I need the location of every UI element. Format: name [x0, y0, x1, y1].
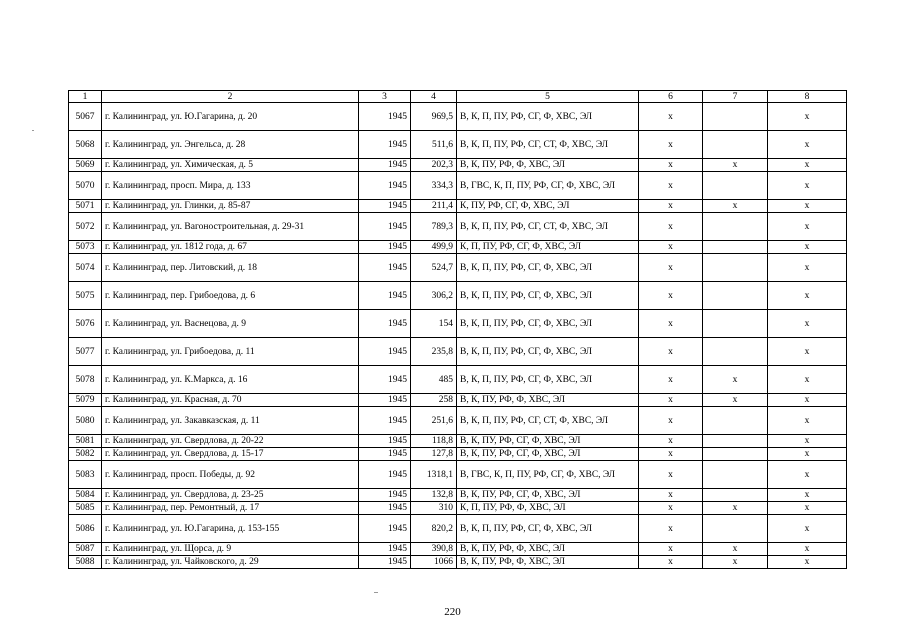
systems-cell: В, К, ПУ, РФ, Ф, ХВС, ЭЛ: [457, 159, 639, 172]
col6-mark-cell: х: [639, 394, 703, 407]
systems-cell: В, К, П, ПУ, РФ, СГ, Ф, ХВС, ЭЛ: [457, 310, 639, 338]
systems-cell: В, К, П, ПУ, РФ, СГ, Ф, ХВС, ЭЛ: [457, 103, 639, 131]
address-cell: г. Калининград, ул. Грибоедова, д. 11: [102, 338, 359, 366]
row-number-cell: 5081: [69, 435, 102, 448]
table-row: [69, 338, 847, 366]
area-cell: 390,8: [411, 543, 457, 556]
col8-mark-cell: х: [768, 282, 847, 310]
col8-mark-cell: х: [768, 448, 847, 461]
systems-cell: К, П, ПУ, РФ, СГ, Ф, ХВС, ЭЛ: [457, 241, 639, 254]
area-cell: 310: [411, 502, 457, 515]
area-cell: 820,2: [411, 515, 457, 543]
year-cell: 1945: [359, 435, 411, 448]
year-cell: 1945: [359, 448, 411, 461]
area-cell: 127,8: [411, 448, 457, 461]
scan-mark: [374, 592, 378, 593]
col8-mark-cell: х: [768, 394, 847, 407]
year-cell: 1945: [359, 282, 411, 310]
col7-mark-cell: [703, 515, 768, 543]
column-header-2: 2: [102, 91, 359, 103]
row-number-cell: 5083: [69, 461, 102, 489]
area-cell: 524,7: [411, 254, 457, 282]
table-row: [69, 200, 847, 213]
col7-mark-cell: [703, 338, 768, 366]
area-cell: 118,8: [411, 435, 457, 448]
systems-cell: В, К, П, ПУ, РФ, СГ, Ф, ХВС, ЭЛ: [457, 515, 639, 543]
address-cell: г. Калининград, ул. Щорса, д. 9: [102, 543, 359, 556]
col6-mark-cell: х: [639, 461, 703, 489]
year-cell: 1945: [359, 338, 411, 366]
year-cell: 1945: [359, 103, 411, 131]
row-number-cell: 5072: [69, 213, 102, 241]
year-cell: 1945: [359, 543, 411, 556]
area-cell: 132,8: [411, 489, 457, 502]
col6-mark-cell: х: [639, 254, 703, 282]
col8-mark-cell: х: [768, 515, 847, 543]
col8-mark-cell: х: [768, 338, 847, 366]
table-row: [69, 172, 847, 200]
systems-cell: В, К, ПУ, РФ, СГ, Ф, ХВС, ЭЛ: [457, 435, 639, 448]
table-row: [69, 310, 847, 338]
area-cell: 202,3: [411, 159, 457, 172]
table-row: [69, 489, 847, 502]
address-cell: г. Калининград, ул. Закавказская, д. 11: [102, 407, 359, 435]
systems-cell: В, К, ПУ, РФ, Ф, ХВС, ЭЛ: [457, 543, 639, 556]
area-cell: 334,3: [411, 172, 457, 200]
col8-mark-cell: х: [768, 435, 847, 448]
col6-mark-cell: х: [639, 448, 703, 461]
col8-mark-cell: х: [768, 200, 847, 213]
table-row: [69, 407, 847, 435]
table-row: [69, 366, 847, 394]
data-table: [68, 90, 847, 569]
area-cell: 789,3: [411, 213, 457, 241]
systems-cell: В, К, П, ПУ, РФ, СГ, Ф, ХВС, ЭЛ: [457, 338, 639, 366]
table-row: [69, 159, 847, 172]
year-cell: 1945: [359, 131, 411, 159]
year-cell: 1945: [359, 502, 411, 515]
address-cell: г. Калининград, ул. Ю.Гагарина, д. 153-155: [102, 515, 359, 543]
col7-mark-cell: [703, 103, 768, 131]
col6-mark-cell: х: [639, 282, 703, 310]
address-cell: г. Калининград, ул. Энгельса, д. 28: [102, 131, 359, 159]
col7-mark-cell: [703, 310, 768, 338]
area-cell: 1066: [411, 556, 457, 569]
column-header-4: 4: [411, 91, 457, 103]
col8-mark-cell: х: [768, 407, 847, 435]
year-cell: 1945: [359, 461, 411, 489]
row-number-cell: 5068: [69, 131, 102, 159]
table-row: [69, 461, 847, 489]
address-cell: г. Калининград, просп. Победы, д. 92: [102, 461, 359, 489]
address-cell: г. Калининград, ул. Свердлова, д. 15-17: [102, 448, 359, 461]
address-cell: г. Калининград, ул. Свердлова, д. 20-22: [102, 435, 359, 448]
year-cell: 1945: [359, 556, 411, 569]
systems-cell: В, К, ПУ, РФ, Ф, ХВС, ЭЛ: [457, 394, 639, 407]
table-row: [69, 435, 847, 448]
col6-mark-cell: х: [639, 159, 703, 172]
col8-mark-cell: х: [768, 502, 847, 515]
scan-mark: [32, 130, 34, 131]
year-cell: 1945: [359, 254, 411, 282]
area-cell: 258: [411, 394, 457, 407]
col7-mark-cell: х: [703, 366, 768, 394]
systems-cell: К, П, ПУ, РФ, Ф, ХВС, ЭЛ: [457, 502, 639, 515]
area-cell: 306,2: [411, 282, 457, 310]
col7-mark-cell: [703, 131, 768, 159]
systems-cell: К, ПУ, РФ, СГ, Ф, ХВС, ЭЛ: [457, 200, 639, 213]
systems-cell: В, К, П, ПУ, РФ, СГ, СТ, Ф, ХВС, ЭЛ: [457, 213, 639, 241]
col8-mark-cell: х: [768, 366, 847, 394]
row-number-cell: 5067: [69, 103, 102, 131]
row-number-cell: 5078: [69, 366, 102, 394]
col6-mark-cell: х: [639, 543, 703, 556]
column-header-3: 3: [359, 91, 411, 103]
address-cell: г. Калининград, ул. Красная, д. 70: [102, 394, 359, 407]
column-header-6: 6: [639, 91, 703, 103]
systems-cell: В, К, ПУ, РФ, СГ, Ф, ХВС, ЭЛ: [457, 489, 639, 502]
col6-mark-cell: х: [639, 489, 703, 502]
table-row: [69, 241, 847, 254]
col8-mark-cell: х: [768, 172, 847, 200]
col8-mark-cell: х: [768, 543, 847, 556]
table-row: [69, 502, 847, 515]
year-cell: 1945: [359, 159, 411, 172]
col8-mark-cell: х: [768, 131, 847, 159]
col8-mark-cell: х: [768, 241, 847, 254]
address-cell: г. Калининград, ул. Чайковского, д. 29: [102, 556, 359, 569]
column-header-7: 7: [703, 91, 768, 103]
address-cell: г. Калининград, ул. Васнецова, д. 9: [102, 310, 359, 338]
year-cell: 1945: [359, 366, 411, 394]
address-cell: г. Калининград, ул. Свердлова, д. 23-25: [102, 489, 359, 502]
year-cell: 1945: [359, 172, 411, 200]
column-header-8: 8: [768, 91, 847, 103]
area-cell: 251,6: [411, 407, 457, 435]
col7-mark-cell: х: [703, 502, 768, 515]
year-cell: 1945: [359, 213, 411, 241]
address-cell: г. Калининград, ул. 1812 года, д. 67: [102, 241, 359, 254]
year-cell: 1945: [359, 310, 411, 338]
header-row: [69, 91, 847, 103]
address-cell: г. Калининград, просп. Мира, д. 133: [102, 172, 359, 200]
col8-mark-cell: х: [768, 103, 847, 131]
table-row: [69, 282, 847, 310]
systems-cell: В, ГВС, К, П, ПУ, РФ, СГ, Ф, ХВС, ЭЛ: [457, 461, 639, 489]
address-cell: г. Калининград, ул. Глинки, д. 85-87: [102, 200, 359, 213]
col6-mark-cell: х: [639, 338, 703, 366]
area-cell: 235,8: [411, 338, 457, 366]
address-cell: г. Калининград, пер. Литовский, д. 18: [102, 254, 359, 282]
address-cell: г. Калининград, ул. К.Маркса, д. 16: [102, 366, 359, 394]
address-cell: г. Калининград, пер. Грибоедова, д. 6: [102, 282, 359, 310]
address-cell: г. Калининград, ул. Ю.Гагарина, д. 20: [102, 103, 359, 131]
year-cell: 1945: [359, 200, 411, 213]
col6-mark-cell: х: [639, 103, 703, 131]
row-number-cell: 5076: [69, 310, 102, 338]
col6-mark-cell: х: [639, 515, 703, 543]
col8-mark-cell: х: [768, 254, 847, 282]
col7-mark-cell: х: [703, 543, 768, 556]
col7-mark-cell: х: [703, 394, 768, 407]
col6-mark-cell: х: [639, 502, 703, 515]
row-number-cell: 5080: [69, 407, 102, 435]
area-cell: 211,4: [411, 200, 457, 213]
col6-mark-cell: х: [639, 556, 703, 569]
year-cell: 1945: [359, 407, 411, 435]
col8-mark-cell: х: [768, 556, 847, 569]
row-number-cell: 5084: [69, 489, 102, 502]
table-row: [69, 254, 847, 282]
col6-mark-cell: х: [639, 200, 703, 213]
col6-mark-cell: х: [639, 366, 703, 394]
row-number-cell: 5069: [69, 159, 102, 172]
table-row: [69, 556, 847, 569]
col7-mark-cell: [703, 461, 768, 489]
row-number-cell: 5074: [69, 254, 102, 282]
col8-mark-cell: х: [768, 461, 847, 489]
systems-cell: В, ГВС, К, П, ПУ, РФ, СГ, Ф, ХВС, ЭЛ: [457, 172, 639, 200]
col6-mark-cell: х: [639, 213, 703, 241]
year-cell: 1945: [359, 489, 411, 502]
col8-mark-cell: х: [768, 489, 847, 502]
col7-mark-cell: [703, 213, 768, 241]
col7-mark-cell: [703, 489, 768, 502]
year-cell: 1945: [359, 515, 411, 543]
col6-mark-cell: х: [639, 310, 703, 338]
table-body: [69, 103, 847, 569]
col8-mark-cell: х: [768, 213, 847, 241]
row-number-cell: 5085: [69, 502, 102, 515]
col7-mark-cell: х: [703, 200, 768, 213]
area-cell: 485: [411, 366, 457, 394]
systems-cell: В, К, П, ПУ, РФ, СГ, СТ, Ф, ХВС, ЭЛ: [457, 131, 639, 159]
row-number-cell: 5082: [69, 448, 102, 461]
col8-mark-cell: х: [768, 310, 847, 338]
column-header-5: 5: [457, 91, 639, 103]
col7-mark-cell: х: [703, 556, 768, 569]
area-cell: 499,9: [411, 241, 457, 254]
col6-mark-cell: х: [639, 241, 703, 254]
row-number-cell: 5070: [69, 172, 102, 200]
table-row: [69, 448, 847, 461]
row-number-cell: 5073: [69, 241, 102, 254]
systems-cell: В, К, ПУ, РФ, Ф, ХВС, ЭЛ: [457, 556, 639, 569]
col6-mark-cell: х: [639, 172, 703, 200]
col7-mark-cell: [703, 254, 768, 282]
table-row: [69, 213, 847, 241]
area-cell: 1318,1: [411, 461, 457, 489]
year-cell: 1945: [359, 241, 411, 254]
col6-mark-cell: х: [639, 131, 703, 159]
col7-mark-cell: [703, 407, 768, 435]
row-number-cell: 5079: [69, 394, 102, 407]
systems-cell: В, К, ПУ, РФ, СГ, Ф, ХВС, ЭЛ: [457, 448, 639, 461]
row-number-cell: 5071: [69, 200, 102, 213]
col7-mark-cell: [703, 435, 768, 448]
table-row: [69, 131, 847, 159]
area-cell: 154: [411, 310, 457, 338]
row-number-cell: 5088: [69, 556, 102, 569]
address-cell: г. Калининград, ул. Вагоностроительная, д. 29-31: [102, 213, 359, 241]
page-number: 220: [444, 606, 461, 618]
col6-mark-cell: х: [639, 435, 703, 448]
area-cell: 969,5: [411, 103, 457, 131]
column-header-1: 1: [69, 91, 102, 103]
col7-mark-cell: [703, 241, 768, 254]
systems-cell: В, К, П, ПУ, РФ, СГ, Ф, ХВС, ЭЛ: [457, 366, 639, 394]
col7-mark-cell: [703, 282, 768, 310]
col7-mark-cell: [703, 172, 768, 200]
table-row: [69, 543, 847, 556]
table-row: [69, 394, 847, 407]
year-cell: 1945: [359, 394, 411, 407]
row-number-cell: 5077: [69, 338, 102, 366]
col7-mark-cell: х: [703, 159, 768, 172]
table-row: [69, 103, 847, 131]
table-row: [69, 515, 847, 543]
address-cell: г. Калининград, ул. Химическая, д. 5: [102, 159, 359, 172]
systems-cell: В, К, П, ПУ, РФ, СГ, Ф, ХВС, ЭЛ: [457, 254, 639, 282]
col8-mark-cell: х: [768, 159, 847, 172]
area-cell: 511,6: [411, 131, 457, 159]
col7-mark-cell: [703, 448, 768, 461]
systems-cell: В, К, П, ПУ, РФ, СГ, СТ, Ф, ХВС, ЭЛ: [457, 407, 639, 435]
row-number-cell: 5086: [69, 515, 102, 543]
row-number-cell: 5075: [69, 282, 102, 310]
address-cell: г. Калининград, пер. Ремонтный, д. 17: [102, 502, 359, 515]
systems-cell: В, К, П, ПУ, РФ, СГ, Ф, ХВС, ЭЛ: [457, 282, 639, 310]
col6-mark-cell: х: [639, 407, 703, 435]
row-number-cell: 5087: [69, 543, 102, 556]
